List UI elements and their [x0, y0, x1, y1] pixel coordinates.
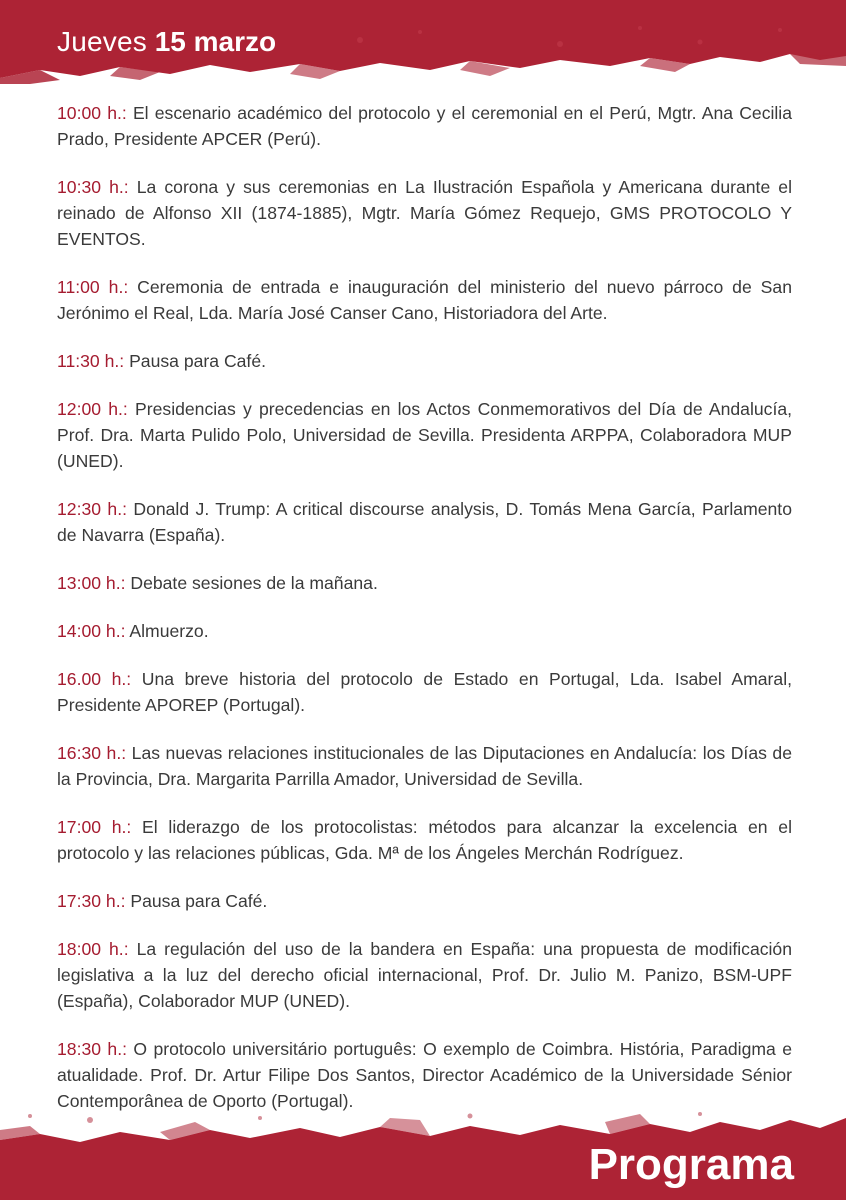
schedule-entry [57, 348, 792, 374]
schedule-description: Donald J. Trump: A critical discourse analysis, D. Tomás Mena García, Parlamento de Navarra (España). [57, 499, 792, 545]
schedule-list [57, 100, 792, 1184]
schedule-description: Debate sesiones de la mañana. [130, 573, 378, 593]
schedule-time: 12:00 h.: [57, 399, 128, 419]
schedule-time: 17:00 h.: [57, 817, 132, 837]
schedule-description: Pausa para Café. [130, 891, 268, 911]
schedule-time: 17:30 h.: [57, 891, 126, 911]
schedule-description: Ceremonia de entrada e inauguración del ministerio del nuevo párroco de San Jerónimo el Real, Lda. María José Canser Cano, Historiadora del Arte. [57, 277, 792, 323]
schedule-description: La corona y sus ceremonias en La Ilustración Española y Americana durante el reinado de Alfonso XII (1874-1885), Mgtr. María Gómez Requejo, GMS PROTOCOLO Y EVENTOS. [57, 177, 792, 249]
schedule-description: Presidencias y precedencias en los Actos Conmemorativos del Día de Andalucía, Prof. Dra. Marta Pulido Polo, Universidad de Sevilla. Presidenta ARPPA, Colaboradora MUP (UNED). [57, 399, 793, 471]
schedule-description: Una breve historia del protocolo de Estado en Portugal, Lda. Isabel Amaral, Presidente APOREP (Portugal). [57, 669, 792, 715]
schedule-time: 11:00 h.: [57, 277, 129, 297]
schedule-entry [57, 666, 792, 718]
schedule-description: El liderazgo de los protocolistas: métodos para alcanzar la excelencia en el protocolo y las relaciones públicas, Gda. Mª de los Ángeles Merchán Rodríguez. [57, 817, 793, 863]
header-title [57, 22, 276, 62]
schedule-entry [57, 570, 792, 596]
schedule-description: Pausa para Café. [129, 351, 266, 371]
schedule-entry [57, 274, 792, 326]
schedule-entry [57, 936, 792, 1014]
schedule-time: 16:30 h.: [57, 743, 127, 763]
header-date: 15 marzo [154, 26, 277, 57]
schedule-description: La regulación del uso de la bandera en España: una propuesta de modificación legislativa a la luz del derecho oficial internacional, Prof. Dr. Julio M. Panizo, BSM-UPF (España), Colaborador MUP (UNED). [57, 939, 793, 1011]
schedule-entry [57, 496, 792, 548]
schedule-description: Almuerzo. [129, 621, 209, 641]
schedule-description: Las nuevas relaciones institucionales de las Diputaciones en Andalucía: los Días de la Provincia, Dra. Margarita Parrilla Amador, Universidad de Sevilla. [57, 743, 792, 789]
schedule-time: 14:00 h.: [57, 621, 126, 641]
schedule-time: 12:30 h.: [57, 499, 127, 519]
schedule-time: 10:00 h.: [57, 103, 127, 123]
schedule-entry [57, 740, 792, 792]
schedule-time: 11:30 h.: [57, 351, 125, 371]
schedule-description: O protocolo universitário português: O exemplo de Coimbra. História, Paradigma e atualidade. Prof. Dr. Artur Filipe Dos Santos, Director Académico de la Universidade Sénior Contemporânea de Oporto (Portugal). [57, 1039, 793, 1111]
schedule-entry [57, 100, 792, 152]
schedule-entry [57, 1036, 792, 1114]
schedule-time: 18:30 h.: [57, 1039, 127, 1059]
schedule-entry [57, 174, 792, 252]
schedule-entry [57, 814, 792, 866]
schedule-entry [57, 888, 792, 914]
schedule-time: 18:00 h.: [57, 939, 129, 959]
schedule-time: 10:30 h.: [57, 177, 129, 197]
schedule-entry [57, 618, 792, 644]
schedule-entry [57, 396, 792, 474]
header-day: Jueves [57, 26, 147, 57]
schedule-time: 13:00 h.: [57, 573, 126, 593]
footer-title: Programa [588, 1140, 794, 1189]
schedule-description: El escenario académico del protocolo y el ceremonial en el Perú, Mgtr. Ana Cecilia Prado, Presidente APCER (Perú). [57, 103, 793, 149]
schedule-time: 16.00 h.: [57, 669, 132, 689]
